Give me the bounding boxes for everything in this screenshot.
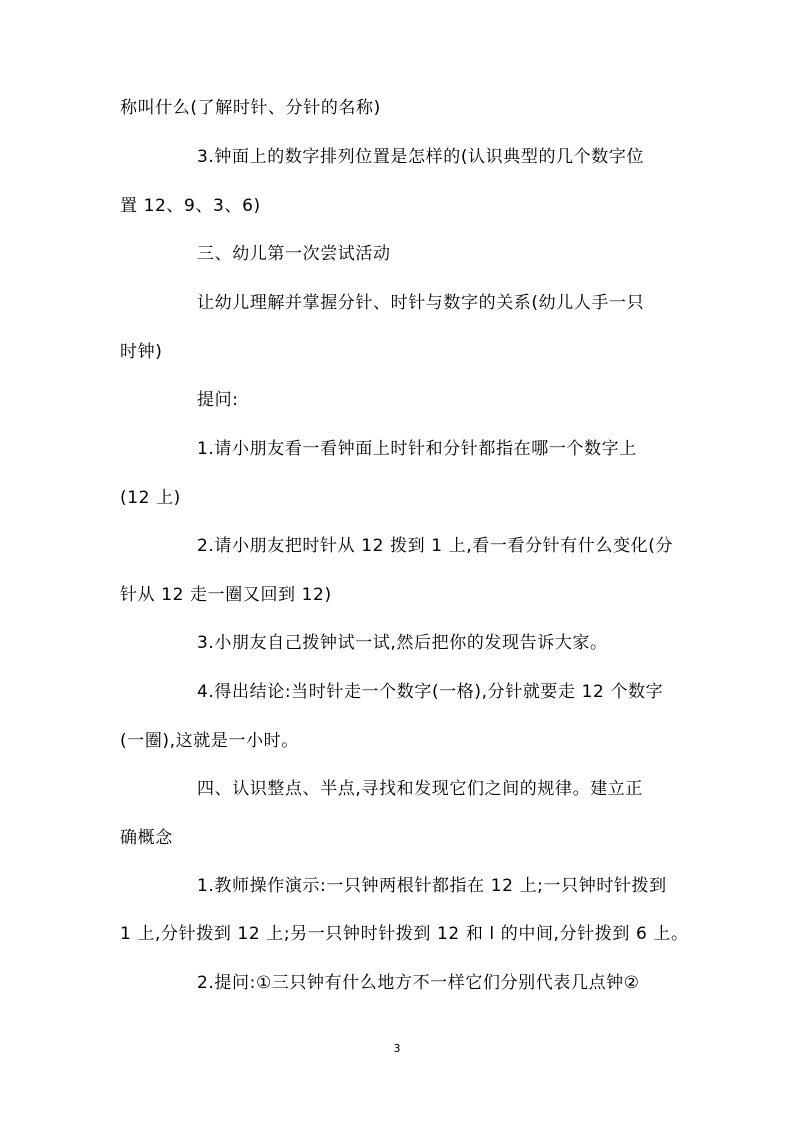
section-heading: 四、认识整点、半点,寻找和发现它们之间的规律。建立正 [197,779,644,799]
text-line: 1.请小朋友看一看钟面上时针和分针都指在哪一个数字上 [197,439,637,459]
text-line: 称叫什么(了解时针、分针的名称) [120,98,381,118]
text-line: 置 12、9、3、6) [120,196,261,216]
text-line: 确概念 [120,828,173,848]
text-line: (一圈),这就是一小时。 [120,731,299,751]
page-number: 3 [393,1042,401,1055]
text-line: 2.请小朋友把时针从 12 拨到 1 上,看一看分针有什么变化(分 [197,536,674,556]
text-line: 针从 12 走一圈又回到 12) [120,585,332,605]
text-line: 1 上,分针拨到 12 上;另一只钟时针拨到 12 和 l 的中间,分针拨到 6 上。 [120,924,689,944]
text-line: 让幼儿理解并掌握分针、时针与数字的关系(幼儿人手一只 [197,293,645,313]
text-line: 时钟) [120,342,163,362]
text-line: 1.教师操作演示:一只钟两根针都指在 12 上;一只钟时针拨到 [197,876,667,896]
text-line: 3.小朋友自己拨钟试一试,然后把你的发现告诉大家。 [197,633,608,653]
text-line: 2.提问:①三只钟有什么地方不一样它们分别代表几点钟② [197,973,640,993]
text-line: 提问: [197,390,239,410]
text-line: (12 上) [120,488,181,508]
section-heading: 三、幼儿第一次尝试活动 [197,244,391,264]
text-line: 3.钟面上的数字排列位置是怎样的(认识典型的几个数字位 [197,147,645,167]
text-line: 4.得出结论:当时针走一个数字(一格),分针就要走 12 个数字 [197,682,664,702]
